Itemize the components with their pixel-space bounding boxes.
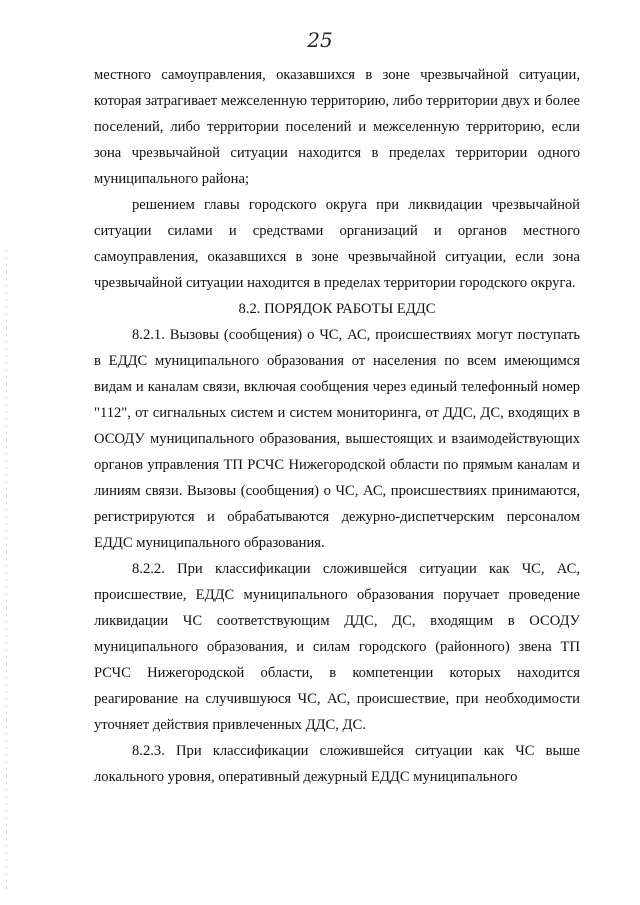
paragraph-continuation: местного самоуправления, оказавшихся в зоне чрезвычайной ситуации, которая затрагивает межселенную территорию, либо территории двух и более поселений, либо территории поселений и межселенную территорию, если зона чрезвычайной ситуации находится в пределах территории одного муниципального района; [94, 67, 580, 187]
scan-margin-dots [6, 250, 7, 890]
paragraph-8-2-1: 8.2.1. Вызовы (сообщения) о ЧС, АС, происшествиях могут поступать в ЕДДС муниципального образования от населения по всем имеющимся видам и каналам связи, включая сообщения через единый телефонный номер "112", от сигнальных систем и систем мониторинга, от ДДС, ДС, входящих в ОСОДУ муниципального образования, вышестоящих и взаимодействующих органов управления ТП РСЧС Нижегородской области по прямым каналам и линиям связи. Вызовы (сообщения) о ЧС, АС, происшествиях принимаются, регистрируются и обрабатываются дежурно-диспетчерским персоналом ЕДДС муниципального образования. [94, 327, 580, 551]
paragraph-8-2-2: 8.2.2. При классификации сложившейся ситуации как ЧС, АС, происшествие, ЕДДС муниципального образования поручает проведение ликвидации ЧС соответствующим ДДС, ДС, входящим в ОСОДУ муниципального образования, и силам городского (районного) звена ТП РСЧС Нижегородской области, в компетенции которых находится реагирование на случившуюся ЧС, АС, происшествие, при необходимости уточняет действия привлеченных ДДС, ДС. [94, 561, 580, 733]
document-body [94, 62, 580, 790]
section-heading-8-2: 8.2. ПОРЯДОК РАБОТЫ ЕДДС [238, 301, 436, 317]
paragraph-city-head-decision: решением главы городского округа при ликвидации чрезвычайной ситуации силами и средствами организаций и органов местного самоуправления, оказавшихся в зоне чрезвычайной ситуации, если зона чрезвычайной ситуации находится в пределах территории городского округа. [94, 197, 580, 291]
page-number: 25 [307, 28, 333, 52]
paragraph-8-2-3: 8.2.3. При классификации сложившейся ситуации как ЧС выше локального уровня, оперативный дежурный ЕДДС муниципального [94, 743, 580, 785]
